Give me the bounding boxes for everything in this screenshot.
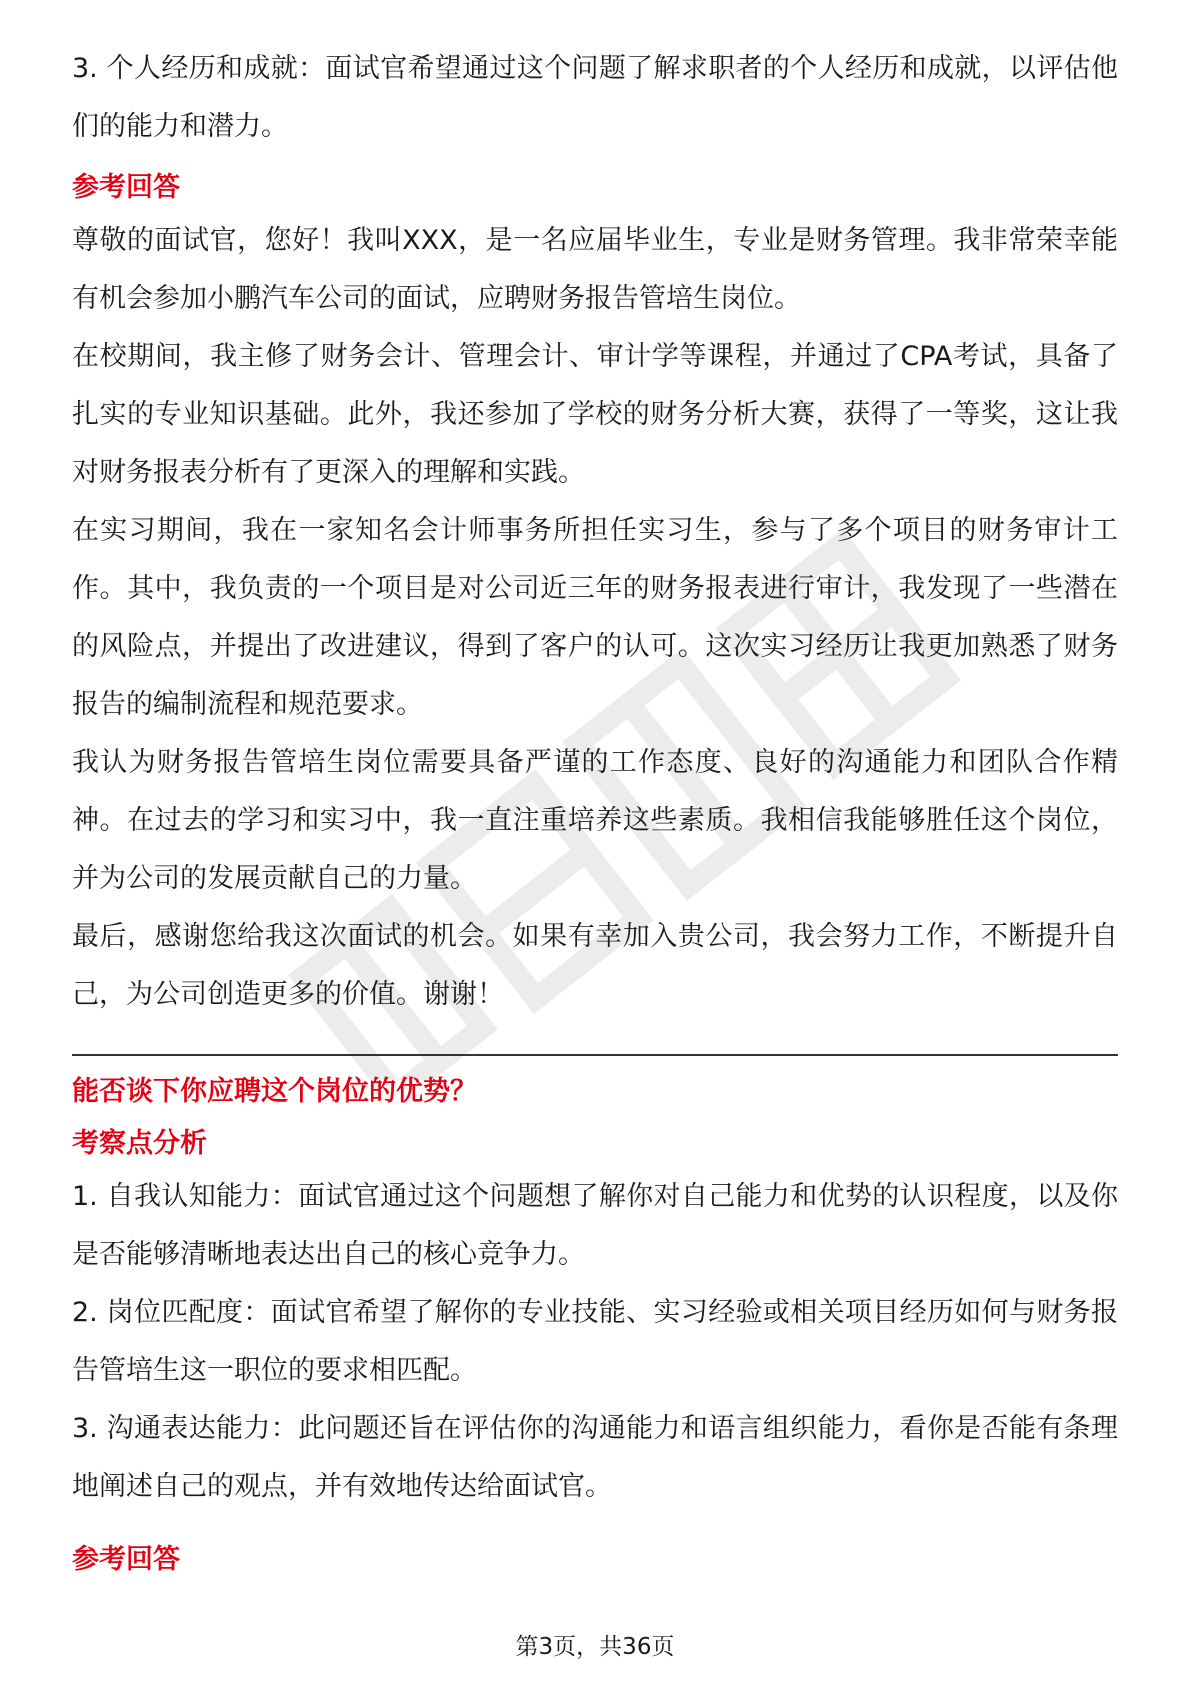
question-heading: 能否谈下你应聘这个岗位的优势？ — [72, 1076, 477, 1107]
section-divider — [72, 1054, 1118, 1056]
analysis-heading: 考察点分析 — [72, 1128, 207, 1159]
bottom-section — [72, 1072, 1118, 1580]
top-section — [72, 40, 1118, 1024]
answer-paragraph-2: 在校期间，我主修了财务会计、管理会计、审计学等课程，并通过了CPA考试，具备了扎实的专业知识基础。此外，我还参加了学校的财务分析大赛，获得了一等奖，这让我对财务报表分析有了更深入的理解和实践。 — [72, 341, 1118, 488]
answer-paragraph-3: 在实习期间，我在一家知名会计师事务所担任实习生，参与了多个项目的财务审计工作。其中，我负责的一个项目是对公司近三年的财务报表进行审计，我发现了一些潜在的风险点，并提出了改进建议，得到了客户的认可。这次实习经历让我更加熟悉了财务报告的编制流程和规范要求。 — [72, 515, 1118, 720]
analysis-item-2: 2. 岗位匹配度：面试官希望了解你的专业技能、实习经验或相关项目经历如何与财务报告管培生这一职位的要求相匹配。 — [72, 1297, 1118, 1386]
answer-paragraph-5: 最后，感谢您给我这次面试的机会。如果有幸加入贵公司，我会努力工作，不断提升自己，为公司创造更多的价值。谢谢！ — [72, 921, 1118, 1010]
analysis-item-1: 1. 自我认知能力：面试官通过这个问题想了解你对自己能力和优势的认识程度，以及你是否能够清晰地表达出自己的核心竞争力。 — [72, 1181, 1118, 1270]
answer-paragraph-4: 我认为财务报告管培生岗位需要具备严谨的工作态度、良好的沟通能力和团队合作精神。在过去的学习和实习中，我一直注重培养这些素质。我相信我能够胜任这个岗位，并为公司的发展贡献自己的力量。 — [72, 747, 1118, 894]
analysis-item-3b: 3. 沟通表达能力：此问题还旨在评估你的沟通能力和语言组织能力，看你是否能有条理地阐述自己的观点，并有效地传达给面试官。 — [72, 1413, 1118, 1502]
page-number: 第3页，共36页 — [515, 1634, 675, 1660]
answer-paragraph-1: 尊敬的面试官，您好！我叫XXX，是一名应届毕业生，专业是财务管理。我非常荣幸能有机会参加小鹏汽车公司的面试，应聘财务报告管培生岗位。 — [72, 225, 1118, 314]
analysis-item-3: 3. 个人经历和成就：面试官希望通过这个问题了解求职者的个人经历和成就，以评估他们的能力和潜力。 — [72, 53, 1118, 142]
reference-answer-heading: 参考回答 — [72, 172, 180, 203]
reference-answer-heading-2: 参考回答 — [72, 1544, 180, 1575]
